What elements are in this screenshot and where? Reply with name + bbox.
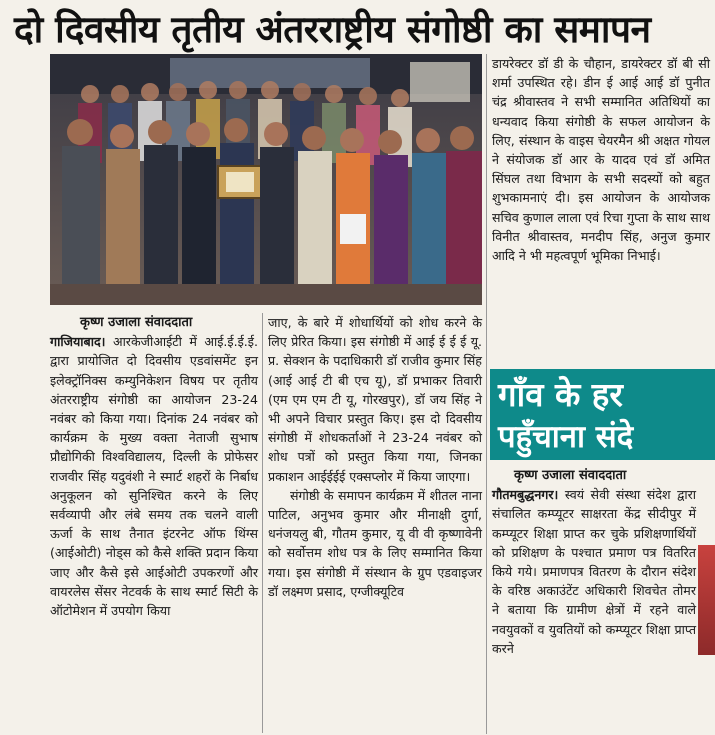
- column-divider: [262, 313, 263, 733]
- side-photo-fragment: [698, 545, 715, 655]
- article2-dateline: गौतमबुद्धनगर।: [492, 487, 559, 503]
- teal-banner: [490, 369, 715, 460]
- article2-text: स्वयं सेवी संस्था संदेश द्वारा संचालित कम्प्यूटर साक्षरता केंद्र सीदीपुर में कम्प्यूटर शिक्षा प्राप्त कर चुके प्रशिक्षणार्थियों को प्रशिक्षण के पश्चात प्रमाण पत्र वितरित किये गये। प्रमाणपत्र वितरण के दौरान संदेश के वरिष्ठ अकाउंटेंट अधिकारी शिवचेत तोमर ने बताया कि ग्रामीण क्षेत्रों में रहने वाले नवयुवकों व युवतियों को कम्प्यूटर शिक्षा प्राप्त करने: [492, 487, 696, 656]
- banner-line-1: गाँव के हर: [498, 375, 623, 414]
- article-col2-para1: जाए, के बारे में शोधार्थियों को शोध करने के लिए प्रेरित किया। इस संगोष्ठी में आई ई ई ई यू. प्र. सेक्शन के पदाधिकारी डॉ राजीव कुमार सिंह (आई आई टी बी एच यू), डॉ प्रभाकर तिवारी (एम एम एम टी यू, गोरखपुर), डॉ जय सिंह ने भी अपने विचार प्रस्तुत किए। इस दो दिवसीय संगोष्ठी में शोधकर्ताओं ने 23-24 नवंबर को शोध पत्रों को प्रस्तुत किया गया, जिनका प्रकाशन आईईईई एक्सप्लोर में किया जाएगा।: [268, 315, 482, 484]
- headline: दो दिवसीय तृतीय अंतरराष्ट्रीय संगोष्ठी का समापन: [14, 8, 651, 51]
- article-col2-para2: संगोष्ठी के समापन कार्यक्रम में शीतल नाना पाटिल, अनुभव कुमार और मीनाक्षी दुर्गा, धनंजयलु बी, गौतम कुमार, यू वी वी कृष्णावेनी को सर्वोत्तम शोध पत्र के लिए सम्मानित किया गया। इस संगोष्ठी में संस्थान के ग्रुप एडवाइजर डॉ लक्ष्मण प्रसाद, एग्जीक्यूटिव: [268, 487, 482, 599]
- article-byline: कृष्ण उजाला संवाददाता: [80, 315, 193, 330]
- headline-bar: [0, 0, 715, 52]
- article2-byline: कृष्ण उजाला संवाददाता: [514, 468, 627, 483]
- article-col1-text: आरकेजीआईटी में आई.ई.ई.ई. द्वारा प्रायोजित दो दिवसीय एडवांसमेंट इन इलेक्ट्रॉनिक्स कम्युनिकेशन विषय पर तृतीय अंतरराष्ट्रीय संगोष्ठी का आयोजन 23-24 नवंबर को किया गया। दिनांक 24 नवंबर को कार्यक्रम के मुख्य वक्ता नेताजी सुभाष प्रौद्योगिकी विश्वविद्यालय, दिल्ली के प्रोफेसर राजवीर सिंह यदुवंशी ने स्मार्ट शहरों के निर्बाध अनुकूलन को सुनिश्चित करने के लिए सर्वव्यापी और लंबे समय तक चलने वाली ऊर्जा के साथ तैनात इंटरनेट ऑफ थिंग्स (आईओटी) नोड्स को कैसे शक्ति प्रदान किया जाए और कैसे इसे आईओटी उपकरणों और वायरलेस सेंसर नेटवर्क के साथ स्मार्ट सिटी के ऑटोमेशन में उपयोग किया: [50, 334, 258, 619]
- event-photo: [50, 54, 482, 305]
- article-column-3: [492, 54, 710, 265]
- banner-line-2: पहुँचाना संदे: [498, 419, 634, 455]
- article-column-2: [268, 313, 482, 601]
- article-col3-text: डायरेक्टर डॉ डी के चौहान, डायरेक्टर डॉ बी सी शर्मा उपस्थित रहे। डीन ई आई आई डॉ पुनीत चंद्र श्रीवास्तव ने सभी सम्मानित अतिथियों का धन्यवाद किया संगोष्ठी के सफल आयोजन के लिए, संस्थान के वाइस चेयरमैन श्री अक्षत गोयल ने संयोजक डॉ आर के यादव एवं डॉ अमित सिंघल तथा विभाग के सभी सदस्यों को बहुत शुभकामनाएं दी। इस आयोजन के आयोजक सचिव कुणाल लाला एवं रिचा गुप्ता के साथ साथ विनीत श्रीवास्तव, मनदीप सिंह, अनुज कुमार आदि ने भी महत्वपूर्ण भूमिका निभाई।: [492, 56, 710, 264]
- article2: [492, 466, 696, 658]
- column-divider: [486, 54, 487, 734]
- article-dateline: गाजियाबाद।: [50, 334, 106, 350]
- article-column-1: [50, 313, 258, 620]
- group-photo-image: [50, 54, 482, 305]
